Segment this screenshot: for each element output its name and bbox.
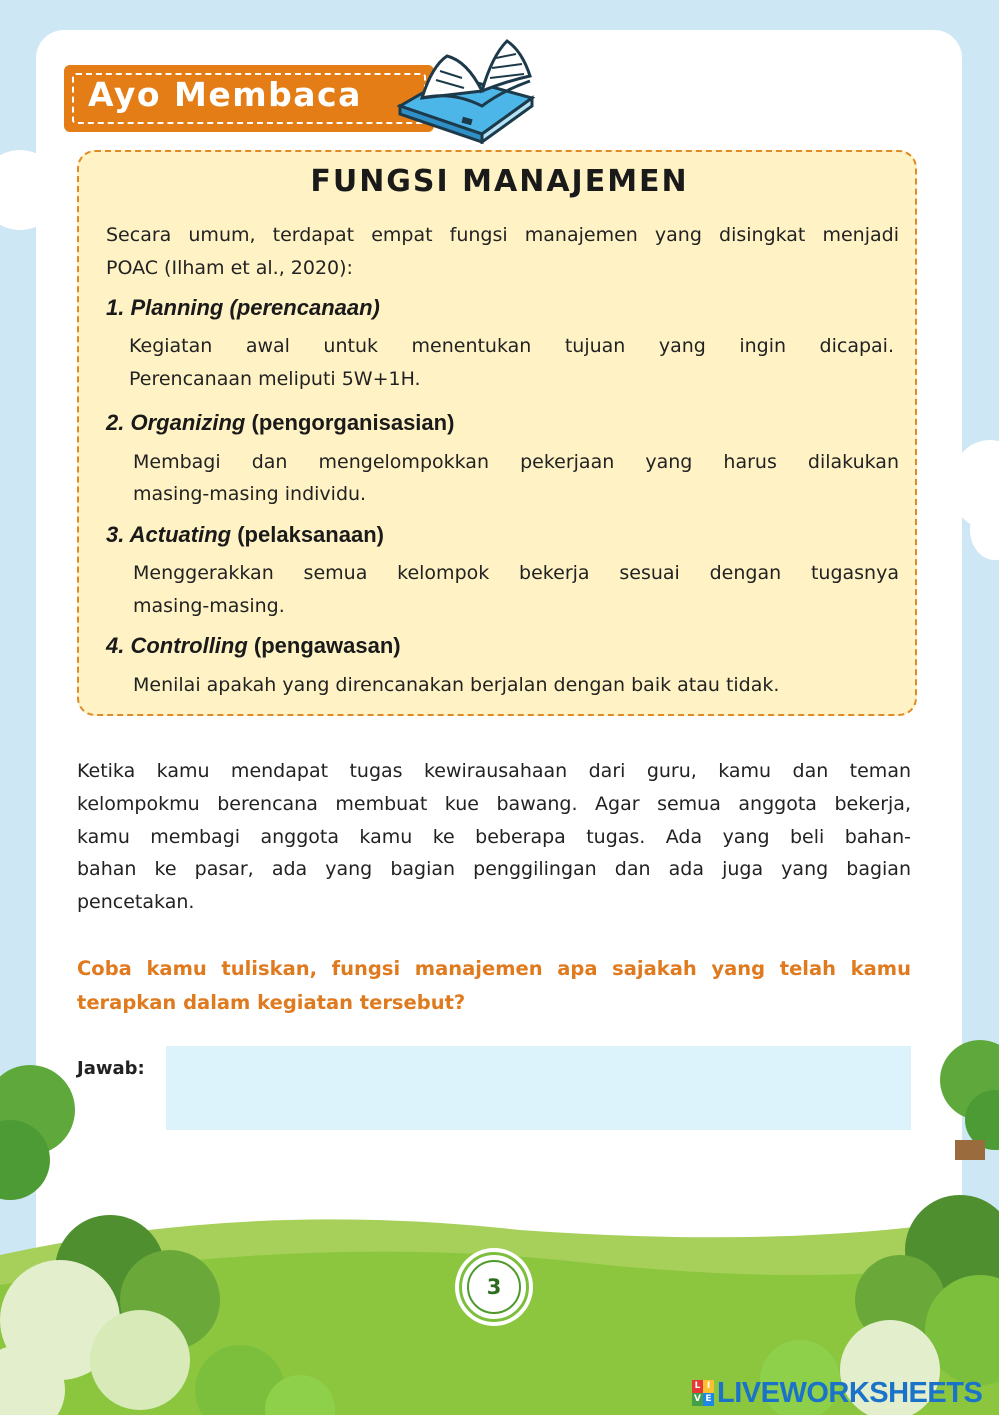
open-book-icon (392, 36, 537, 144)
intro-line-1: Secara umum, terdapat empat fungsi manajemen yang disingkat menjadi (106, 224, 899, 246)
actuating-desc-line-2: masing-masing. (133, 595, 285, 617)
answer-label: Jawab: (77, 1058, 145, 1079)
story-line-5: pencetakan. (77, 891, 195, 913)
liveworksheets-logo-icon (692, 1380, 714, 1406)
logo-letter-i: I (703, 1380, 714, 1393)
liveworksheets-brand: LIVEWORKSHEETS (717, 1376, 983, 1409)
intro-line-2: POAC (Ilham et al., 2020): (106, 257, 353, 279)
story-line-1: Ketika kamu mendapat tugas kewirausahaan dari guru, kamu dan teman (77, 760, 911, 782)
logo-letter-v: V (692, 1393, 703, 1406)
question-text (77, 952, 911, 1020)
story-line-2: kelompokmu berencana membuat kue bawang. Agar semua anggota bekerja, (77, 793, 911, 815)
question-line-1: Coba kamu tuliskan, fungsi manajemen apa sajakah yang telah kamu (77, 957, 911, 980)
function-heading-organizing: 2. Organizing (pengorganisasian) (106, 410, 455, 435)
organizing-desc-line-1: Membagi dan mengelompokkan pekerjaan yang harus dilakukan (133, 451, 899, 473)
answer-input[interactable] (166, 1046, 911, 1130)
planning-desc-line-2: Perencanaan meliputi 5W+1H. (129, 368, 421, 390)
actuating-desc-line-1: Menggerakkan semua kelompok bekerja sesuai dengan tugasnya (133, 562, 899, 584)
story-line-3: kamu membagi anggota kamu ke beberapa tugas. Ada yang beli bahan- (77, 826, 911, 848)
function-heading-controlling: 4. Controlling (pengawasan) (106, 633, 401, 658)
ayo-membaca-banner (64, 65, 434, 132)
banner-label: Ayo Membaca (88, 75, 362, 114)
organizing-desc-line-2: masing-masing individu. (133, 483, 367, 505)
logo-letter-e: E (703, 1393, 714, 1406)
function-heading-actuating: 3. Actuating (pelaksanaan) (106, 522, 384, 547)
controlling-desc-line-1: Menilai apakah yang direncanakan berjalan dengan baik atau tidak. (133, 674, 780, 696)
function-heading-planning: 1. Planning (perencanaan) (106, 295, 380, 320)
box-title: FUNGSI MANAJEMEN (310, 164, 689, 199)
page-number: 3 (486, 1275, 502, 1299)
liveworksheets-logo[interactable] (692, 1376, 982, 1410)
planning-desc-line-1: Kegiatan awal untuk menentukan tujuan yang ingin dicapai. (129, 335, 894, 357)
logo-letter-l: L (692, 1380, 703, 1393)
question-line-2: terapkan dalam kegiatan tersebut? (77, 991, 466, 1014)
story-line-4: bahan ke pasar, ada yang bagian penggilingan dan ada juga yang bagian (77, 858, 911, 880)
page-number-badge (459, 1252, 529, 1322)
